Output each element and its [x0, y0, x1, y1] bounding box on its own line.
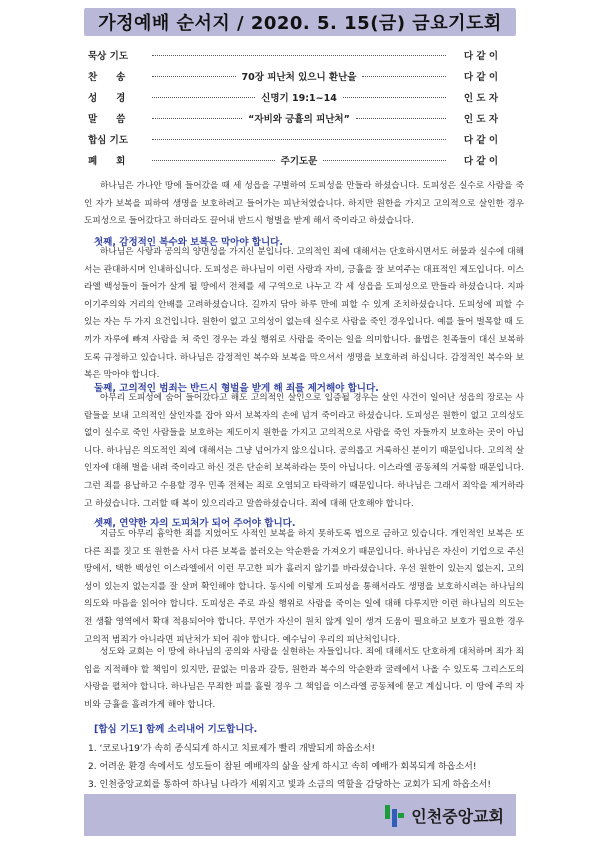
program-role: 폐 회	[88, 155, 126, 167]
dotted-leader	[152, 76, 236, 77]
program-content: “자비와 긍휼의 피난처”	[248, 113, 350, 125]
program-leader: 인 도 자	[463, 92, 498, 104]
dotted-leader	[152, 97, 255, 98]
dotted-leader	[152, 139, 446, 140]
program-leader: 다 같 이	[463, 155, 498, 167]
section-heading: 첫째, 감정적인 복수와 보복은 막아야 합니다.	[94, 237, 283, 248]
section-text: 지금도 아무리 흉악한 죄를 지었어도 사적인 보복을 하지 못하도록 법으로 금하고 있습니다. 개인적인 보복은 또 다른 죄를 짓고 또 원한을 사서 다른 보복을 불러오는 악순환을 가져오기 때문입니다. 하나님은 자신이 기업으로 주신 땅에서, 택한 백성인 이스라엘에서 이런 무고한 피가 흘러지 않기를 바라셨습니다. 우선 원한이 있는지 없는지, 고의성이 있는지 없는지를 잘 살펴 확인해야 합니다. 동시에 이렇게 도피성을 통해서라도 생명을 보호하시려는 하나님의 의도와 마음을 읽어야 합니다. 도피성은 주로 과실 행위로 사람을 죽이는 일에 대해 다루지만 이런 하나님의 의도는 전 생활 영역에서 확대 적용되어야 합니다. 무언가 자신이 원치 않게 일이 생겨 도움이 필요하고 보호가 필요한 경우 고의적 범죄가 아니라면 피난처가 되어 줘야 합니다. 예수님이 우리의 피난처입니다.	[84, 529, 524, 645]
program-content: 신명기 19:1~14	[261, 92, 337, 104]
church-name: 인천중앙교회	[411, 807, 504, 826]
program-leader: 인 도 자	[463, 113, 499, 125]
church-logo	[385, 804, 504, 827]
page-title: 가정예배 순서지 / 2020. 5. 15(금) 금요기도회	[98, 13, 502, 34]
dotted-leader	[356, 118, 446, 119]
dotted-leader	[152, 55, 446, 56]
program-role: 묵상 기도	[88, 50, 129, 62]
page-title-bar	[84, 8, 516, 36]
closing-text: 성도와 교회는 이 땅에 하나님의 공의와 사랑을 실현하는 자들입니다. 죄에 대해서도 단호하게 대처하며 죄가 죄임을 지적해야 할 책임이 있지만, 끝없는 미움과 갈등, 원한과 복수의 악순환과 굴레에서 나올 수 있도록 그리스도의 사랑을 펼쳐야 합니다. 하나님은 무죄한 피를 흘릴 경우 그 책임을 이스라엘 공동체에 묻고 계십니다. 이 땅에 주의 자비와 긍휼을 흘려가게 해야 합니다.	[84, 647, 524, 710]
program-row	[88, 65, 498, 86]
program-leader: 다 같 이	[463, 71, 499, 83]
section-heading: 둘째, 고의적인 범죄는 반드시 형벌을 받게 해 죄를 제거해야 합니다.	[94, 383, 379, 394]
footer-bar	[84, 794, 516, 836]
program-role: 성 경	[88, 92, 126, 104]
program-row	[88, 44, 498, 65]
dotted-leader	[323, 160, 446, 161]
prayer-item: 1. ‘코로나19’가 속히 종식되게 하시고 치료제가 빨리 개발되게 하옵소서!	[88, 744, 375, 754]
prayer-heading: [합심 기도] 함께 소리내어 기도합니다.	[94, 724, 258, 735]
section-paragraph	[84, 526, 524, 649]
prayer-list	[88, 740, 528, 794]
program-leader: 다 같 이	[463, 50, 498, 62]
section-heading: 셋째, 연약한 자의 도피처가 되어 주어야 합니다.	[94, 518, 296, 529]
dotted-leader	[343, 97, 446, 98]
program-role: 찬 송	[88, 71, 126, 83]
program-role: 합심 기도	[88, 134, 129, 146]
section-text: 하나님은 사랑과 공의의 양면성을 가지신 분입니다. 고의적인 죄에 대해서는 단호하시면서도 허물과 실수에 대해서는 관대하시며 인내하십니다. 도피성은 하나님이 이런 사랑과 자비, 긍휼을 잘 보여주는 대표적인 제도입니다. 이스라엘 백성들이 들어가 살게 될 땅에서 전체를 세 구역으로 나누고 각 세 성읍을 도피성으로 만들라 하셨습니다. 지파 이기주의와 거리의 안배를 고려하셨습니다. 길까지 닦아 하루 만에 피할 수 있게 조치하셨습니다. 도피성에 피할 수 있는 자는 두 가지 요건입니다. 원한이 없고 고의성이 없는데 실수로 사람을 죽인 경우입니다. 예를 들어 벌목할 때 도끼가 자루에 빠져 사람을 쳐 죽인 경우는 과실 행위로 사람을 죽이는 일을 의미합니다. 율법은 친족들이 대신 보복하도록 규정하고 있습니다. 하나님은 감정적인 복수와 보복을 막으셔서 생명을 보호하려 하십니다. 감정적인 복수와 보복은 막아야 합니다.	[84, 247, 524, 381]
intro-text: 하나님은 가나안 땅에 들어갔을 때 세 성읍을 구별하여 도피성을 만들라 하셨습니다. 도피성은 실수로 사람을 죽인 자가 보복을 피하여 생명을 보호하려고 들어가는 피난처였습니다. 하지만 원한을 가지고 고의적으로 살인한 경우 도피성으로 들어갔다고 하더라도 끌어내 반드시 형벌을 받게 해서 죽이라고 하셨습니다.	[84, 181, 524, 227]
program-row	[88, 107, 498, 128]
prayer-item: 3. 인천중앙교회를 통하여 하나님 나라가 세워지고 빛과 소금의 역할을 감당하는 교회가 되게 하옵소서!	[88, 780, 491, 790]
program-content: 70장 피난처 있으니 환난을	[241, 71, 357, 83]
program-row	[88, 149, 498, 170]
prayer-item: 2. 어려운 환경 속에서도 성도들이 참된 예배자의 삶을 살게 하시고 속히 예배가 회복되게 하옵소서!	[88, 762, 477, 772]
section-text: 아무리 도피성에 숨어 들어갔다고 해도 고의적인 살인으로 입증될 경우는 살인 사건이 일어난 성읍의 장로는 사람들을 보내 고의적인 살인자를 잡아 와서 보복자의 손에 넘겨 죽이라고 하셨습니다. 도피성은 원한이 없고 고의성도 없이 실수로 죽인 사람들을 보호하는 제도이지 원한을 가지고 고의적으로 사람을 죽인 자들까지 보호하는 곳이 아닙니다. 하나님은 의도적인 죄에 대해서는 그냥 넘어가지 않으십니다. 공의롭고 거룩하신 분이기 때문입니다. 고의적 살인자에 대해 벌을 내려 죽이라고 하신 것은 단순히 보복하라는 뜻이 아닙니다. 이스라엘 공동체의 거룩함 때문입니다. 그런 죄를 용납하고 수용할 경우 민족 전체는 죄로 오염되고 타락하기 때문입니다. 하나님은 그래서 죄악을 제거하라고 하셨습니다. 그러할 때 복이 있으리라고 말씀하셨습니다. 죄에 대해 단호해야 합니다.	[84, 393, 524, 509]
church-cross-logo-icon	[385, 805, 405, 827]
program-content: 주기도문	[280, 155, 318, 167]
closing-paragraph	[84, 644, 524, 714]
worship-program	[88, 44, 498, 170]
intro-paragraph	[84, 178, 524, 231]
program-leader: 다 같 이	[463, 134, 498, 146]
program-row	[88, 86, 498, 107]
section-paragraph	[84, 244, 524, 385]
dotted-leader	[362, 76, 446, 77]
program-row	[88, 128, 498, 149]
program-role: 말 씀	[88, 113, 126, 125]
dotted-leader	[152, 160, 275, 161]
section-paragraph	[84, 390, 524, 513]
dotted-leader	[152, 118, 242, 119]
